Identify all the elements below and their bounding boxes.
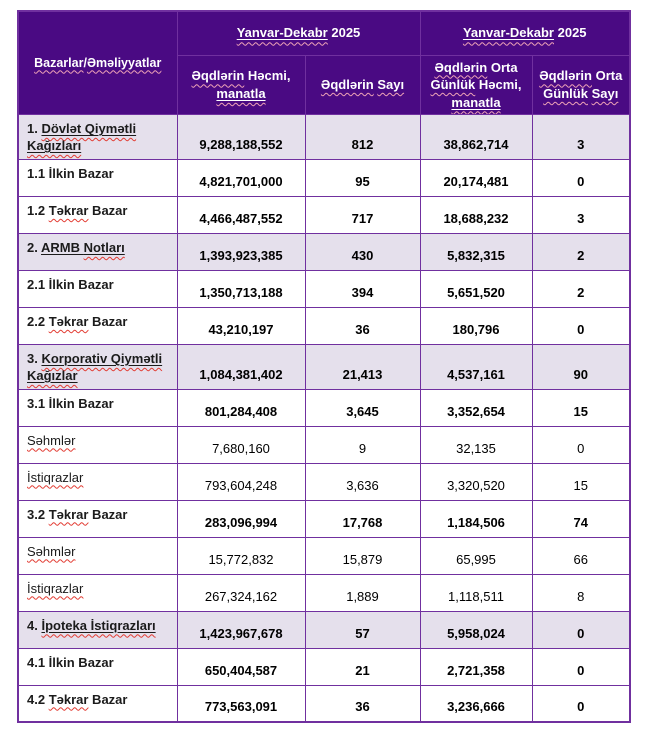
cell-value: 0 (532, 159, 630, 196)
cell-value: 3,636 (305, 463, 420, 500)
cell-value: 20,174,481 (420, 159, 532, 196)
cell-value: 3,645 (305, 389, 420, 426)
cell-value: 65,995 (420, 537, 532, 574)
spellcheck-squiggle: Təkrar (48, 506, 89, 522)
table-row (18, 344, 630, 389)
cell-value: 1,423,967,678 (177, 611, 305, 648)
cell-value: 3,236,666 (420, 685, 532, 722)
corner-header-markets-operations: Bazarlar/Əməliyyatlar (18, 11, 177, 115)
spellcheck-squiggle: Əqdlərin (320, 77, 374, 93)
underlined-text (216, 86, 265, 101)
cell-value: 21,413 (305, 344, 420, 389)
row-label: 1. Dövlət Qiymətli Kağızları (18, 115, 177, 160)
table-row (18, 648, 630, 685)
cell-value: 812 (305, 115, 420, 160)
table-row (18, 500, 630, 537)
table-row (18, 537, 630, 574)
table-row (18, 574, 630, 611)
spellcheck-squiggle: Bazarlar (34, 55, 84, 70)
spellcheck-squiggle: manatla (216, 85, 266, 101)
cell-value: 38,862,714 (420, 115, 532, 160)
cell-value: 773,563,091 (177, 685, 305, 722)
table-row (18, 685, 630, 722)
spellcheck-squiggle: Notları (83, 239, 125, 255)
cell-value: 0 (532, 611, 630, 648)
spellcheck-squiggle: Sayı (377, 77, 405, 93)
cell-value: 394 (305, 270, 420, 307)
cell-value: 36 (305, 685, 420, 722)
spellcheck-squiggle: Əqdlərin (434, 59, 488, 75)
table-row (18, 159, 630, 196)
cell-value: 36 (305, 307, 420, 344)
cell-value: 1,889 (305, 574, 420, 611)
row-label: 4.1 İlkin Bazar (18, 648, 177, 685)
cell-value: 4,537,161 (420, 344, 532, 389)
spellcheck-squiggle: Korporativ Qiymətli Kağızlar (27, 350, 163, 383)
cell-value: 1,184,506 (420, 500, 532, 537)
cell-value: 1,118,511 (420, 574, 532, 611)
cell-value: 5,958,024 (420, 611, 532, 648)
cell-value: 15,879 (305, 537, 420, 574)
table-row (18, 611, 630, 648)
cell-value: 15 (532, 463, 630, 500)
row-label (18, 537, 177, 574)
spellcheck-squiggle: Təkrar (48, 202, 89, 218)
column-header-volume-manat: Əqdlərin Həcmi, manatla (177, 55, 305, 115)
cell-value: 5,832,315 (420, 233, 532, 270)
cell-value: 15 (532, 389, 630, 426)
header-group-row (18, 11, 630, 55)
cell-value: 17,768 (305, 500, 420, 537)
cell-value: 4,466,487,552 (177, 196, 305, 233)
row-label (18, 463, 177, 500)
cell-value: 430 (305, 233, 420, 270)
cell-value: 0 (532, 685, 630, 722)
cell-value: 180,796 (420, 307, 532, 344)
spellcheck-squiggle: Yanvar-Dekabr (462, 25, 554, 41)
cell-value: 5,651,520 (420, 270, 532, 307)
cell-value: 1,393,923,385 (177, 233, 305, 270)
group-header-period-1: Yanvar-Dekabr 2025 (177, 11, 420, 55)
cell-value: 4,821,701,000 (177, 159, 305, 196)
cell-value: 0 (532, 307, 630, 344)
cell-value: 0 (532, 648, 630, 685)
column-header-deal-count (305, 55, 420, 115)
spellcheck-squiggle: İstiqrazlar (27, 469, 84, 485)
underlined-text: ARMB (40, 239, 84, 255)
underlined-text (463, 25, 554, 40)
group-header-period-2: Yanvar-Dekabr 2025 (420, 11, 630, 55)
spellcheck-squiggle: Əqdlərin (539, 68, 592, 84)
cell-value: 8 (532, 574, 630, 611)
underlined-text (41, 618, 155, 633)
cell-value: 9 (305, 426, 420, 463)
cell-value: 95 (305, 159, 420, 196)
cell-value: 267,324,162 (177, 574, 305, 611)
row-label (18, 574, 177, 611)
row-label: 2.1 İlkin Bazar (18, 270, 177, 307)
cell-value: 650,404,587 (177, 648, 305, 685)
underlined-text (237, 25, 328, 40)
cell-value: 18,688,232 (420, 196, 532, 233)
cell-value: 717 (305, 196, 420, 233)
spellcheck-squiggle: Əməliyyatlar (86, 55, 162, 70)
spellcheck-squiggle: Səhmlər (27, 432, 76, 448)
row-label: 3.2 Təkrar Bazar (18, 500, 177, 537)
row-label: 3.1 İlkin Bazar (18, 389, 177, 426)
row-label: 1.1 İlkin Bazar (18, 159, 177, 196)
cell-value: 801,284,408 (177, 389, 305, 426)
cell-value: 43,210,197 (177, 307, 305, 344)
table-row (18, 270, 630, 307)
cell-value: 7,680,160 (177, 426, 305, 463)
cell-value: 2 (532, 233, 630, 270)
row-label: 2. ARMB Notları (18, 233, 177, 270)
spellcheck-squiggle: Günlük (543, 85, 588, 101)
underlined-text (84, 240, 125, 255)
market-operations-table (17, 10, 631, 723)
spellcheck-squiggle: Təkrar (48, 313, 89, 329)
row-label: 3. Korporativ Qiymətli Kağızlar (18, 344, 177, 389)
cell-value: 0 (532, 426, 630, 463)
spellcheck-squiggle: Günlük (430, 77, 476, 93)
cell-value: 9,288,188,552 (177, 115, 305, 160)
cell-value: 1,084,381,402 (177, 344, 305, 389)
spellcheck-squiggle: Sayı (591, 85, 619, 101)
spellcheck-squiggle: Səhmlər (27, 543, 76, 559)
row-label: 4. İpoteka İstiqrazları (18, 611, 177, 648)
cell-value: 57 (305, 611, 420, 648)
underlined-text (27, 351, 162, 383)
spellcheck-squiggle: İstiqrazlar (27, 580, 84, 596)
cell-value: 3 (532, 115, 630, 160)
cell-value: 66 (532, 537, 630, 574)
cell-value: 283,096,994 (177, 500, 305, 537)
table-row (18, 115, 630, 160)
spellcheck-squiggle: Əqdlərin (191, 68, 245, 84)
table-row (18, 307, 630, 344)
cell-value: 32,135 (420, 426, 532, 463)
cell-value: 3,352,654 (420, 389, 532, 426)
spellcheck-squiggle: İpoteka İstiqrazları (41, 617, 156, 633)
column-header-avg-daily-volume: Əqdlərin Orta Günlük Həcmi, manatla (420, 55, 532, 115)
spellcheck-squiggle: Təkrar (48, 691, 89, 707)
underlined-text (27, 121, 136, 153)
table-row (18, 389, 630, 426)
spellcheck-squiggle: Yanvar-Dekabr (236, 25, 328, 41)
cell-value: 793,604,248 (177, 463, 305, 500)
column-header-avg-daily-count: Əqdlərin Orta Günlük Sayı (532, 55, 630, 115)
cell-value: 74 (532, 500, 630, 537)
cell-value: 2,721,358 (420, 648, 532, 685)
row-label: 2.2 Təkrar Bazar (18, 307, 177, 344)
cell-value: 3,320,520 (420, 463, 532, 500)
cell-value: 15,772,832 (177, 537, 305, 574)
table-row (18, 426, 630, 463)
row-label: 4.2 Təkrar Bazar (18, 685, 177, 722)
table-header (18, 11, 630, 115)
table-row (18, 463, 630, 500)
cell-value: 90 (532, 344, 630, 389)
cell-value: 2 (532, 270, 630, 307)
cell-value: 1,350,713,188 (177, 270, 305, 307)
cell-value: 21 (305, 648, 420, 685)
table-row (18, 196, 630, 233)
row-label (18, 426, 177, 463)
market-operations-table-wrap (17, 10, 631, 723)
table-row (18, 233, 630, 270)
cell-value: 3 (532, 196, 630, 233)
table-body (18, 115, 630, 723)
row-label: 1.2 Təkrar Bazar (18, 196, 177, 233)
spellcheck-squiggle: Dövlət Qiymətli Kağızları (27, 121, 137, 154)
spellcheck-squiggle: manatla (451, 94, 501, 110)
underlined-text (451, 95, 500, 110)
